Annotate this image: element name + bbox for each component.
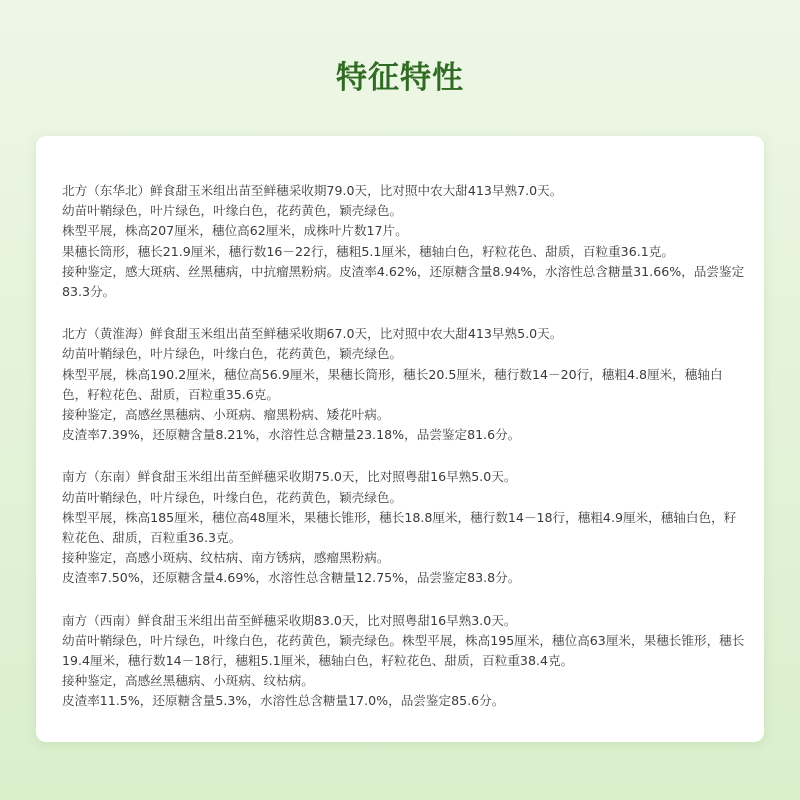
section-line: 北方（黄淮海）鲜食甜玉米组出苗至鲜穗采收期67.0天，比对照中农大甜413早熟5.0天。 [62, 326, 563, 342]
section-line: 接种鉴定，高感丝黑穗病、小斑病、纹枯病。 [62, 673, 314, 689]
section-line: 幼苗叶鞘绿色，叶片绿色，叶缘白色，花药黄色，颖壳绿色。株型平展，株高195厘米，穗位高63厘米，果穗长锥形，穗长19.4厘米，穗行数14－18行，穗粗5.1厘米，穗轴白色，籽粒花色、甜质，百粒重38.4克。 [62, 632, 745, 669]
section-north-east [62, 181, 747, 302]
section-south-east [62, 467, 747, 588]
section-line: 幼苗叶鞘绿色，叶片绿色，叶缘白色，花药黄色，颖壳绿色。 [62, 203, 403, 219]
section-line: 南方（东南）鲜食甜玉米组出苗至鲜穗采收期75.0天，比对照粤甜16早熟5.0天。 [62, 469, 517, 485]
section-line: 接种鉴定，高感丝黑穗病、小斑病、瘤黑粉病、矮花叶病。 [62, 407, 390, 423]
section-line: 皮渣率7.39%，还原糖含量8.21%，水溶性总含糖量23.18%，品尝鉴定81.6分。 [62, 427, 521, 443]
content-card [36, 136, 764, 742]
section-line: 接种鉴定，高感小斑病、纹枯病、南方锈病，感瘤黑粉病。 [62, 550, 390, 566]
section-line: 株型平展，株高190.2厘米，穗位高56.9厘米，果穗长筒形，穗长20.5厘米，穗行数14－20行，穗粗4.8厘米，穗轴白色，籽粒花色、甜质，百粒重35.6克。 [62, 366, 723, 402]
section-line: 皮渣率11.5%，还原糖含量5.3%，水溶性总含糖量17.0%，品尝鉴定85.6分。 [62, 693, 505, 709]
section-line: 幼苗叶鞘绿色，叶片绿色，叶缘白色，花药黄色，颖壳绿色。 [62, 489, 403, 505]
section-line: 株型平展，株高207厘米，穗位高62厘米，成株叶片数17片。 [62, 223, 408, 239]
section-line: 北方（东华北）鲜食甜玉米组出苗至鲜穗采收期79.0天，比对照中农大甜413早熟7.0天。 [62, 183, 563, 198]
section-line: 接种鉴定，感大斑病、丝黑穗病，中抗瘤黑粉病。皮渣率4.62%，还原糖含量8.94%，水溶性总含糖量31.66%，品尝鉴定83.3分。 [62, 263, 745, 300]
section-line: 南方（西南）鲜食甜玉米组出苗至鲜穗采收期83.0天，比对照粤甜16早熟3.0天。 [62, 612, 517, 628]
section-huanghuaihai [62, 324, 747, 445]
section-line: 皮渣率7.50%，还原糖含量4.69%，水溶性总含糖量12.75%，品尝鉴定83.8分。 [62, 570, 521, 586]
trait-sections [62, 181, 747, 734]
section-south-west [62, 611, 747, 712]
section-line: 幼苗叶鞘绿色，叶片绿色，叶缘白色，花药黄色，颖壳绿色。 [62, 346, 403, 362]
section-line: 果穗长筒形，穗长21.9厘米，穗行数16－22行，穗粗5.1厘米，穗轴白色，籽粒花色、甜质，百粒重36.1克。 [62, 243, 674, 259]
section-line: 株型平展，株高185厘米，穗位高48厘米，果穗长锥形，穗长18.8厘米，穗行数14－18行，穗粗4.9厘米，穗轴白色，籽粒花色、甜质，百粒重36.3克。 [62, 509, 737, 546]
page-title: 特征特性 [336, 60, 464, 96]
